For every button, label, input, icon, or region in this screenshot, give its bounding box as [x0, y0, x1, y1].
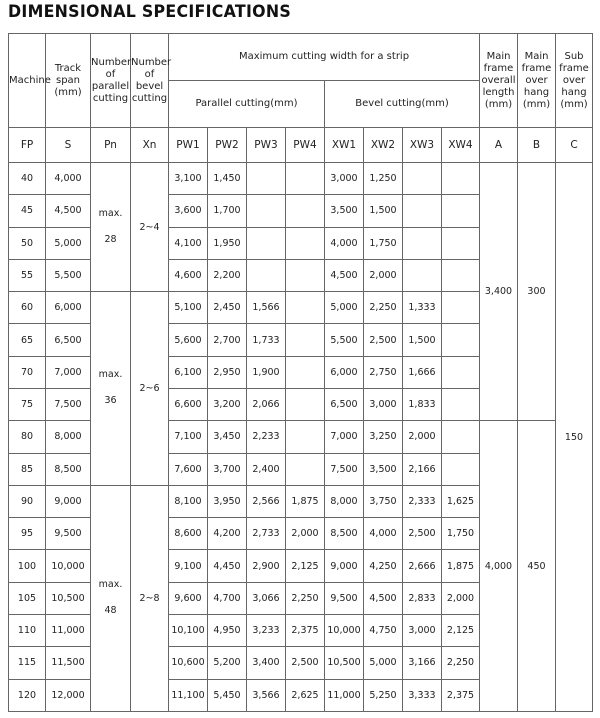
- parallel-width-cell: 1,700: [208, 195, 247, 227]
- machine-fp-cell: 105: [9, 582, 46, 614]
- parallel-width-cell: 2,000: [286, 518, 325, 550]
- parallel-width-cell: [247, 227, 286, 259]
- bevel-width-cell: 2,250: [442, 647, 480, 679]
- track-span-cell: 10,000: [46, 550, 91, 582]
- bevel-width-cell: [442, 388, 480, 420]
- bevel-width-cell: 2,166: [403, 453, 442, 485]
- header-bevel-cutting-count: Number of bevel cutting: [131, 34, 169, 128]
- parallel-width-cell: [286, 453, 325, 485]
- parallel-width-cell: 5,100: [169, 292, 208, 324]
- main-frame-length-cell: 3,400: [480, 163, 518, 421]
- parallel-width-cell: 2,125: [286, 550, 325, 582]
- parallel-width-cell: 1,733: [247, 324, 286, 356]
- track-span-cell: 6,000: [46, 292, 91, 324]
- code-cell: XW3: [403, 128, 442, 163]
- bevel-width-cell: 5,250: [364, 679, 403, 712]
- parallel-width-cell: 3,066: [247, 582, 286, 614]
- main-frame-length-cell: 4,000: [480, 421, 518, 712]
- track-span-cell: 8,000: [46, 421, 91, 453]
- sub-frame-overhang-cell: 150: [556, 163, 593, 712]
- parallel-width-cell: 7,600: [169, 453, 208, 485]
- bevel-width-cell: 7,000: [325, 421, 364, 453]
- bevel-width-cell: 1,500: [364, 195, 403, 227]
- bevel-count-cell: 2~4: [131, 163, 169, 292]
- code-cell: PW3: [247, 128, 286, 163]
- parallel-width-cell: 1,875: [286, 485, 325, 517]
- bevel-width-cell: 1,625: [442, 485, 480, 517]
- parallel-width-cell: 5,450: [208, 679, 247, 712]
- bevel-width-cell: 8,500: [325, 518, 364, 550]
- code-cell: PW2: [208, 128, 247, 163]
- parallel-width-cell: 3,100: [169, 163, 208, 195]
- bevel-width-cell: 1,250: [364, 163, 403, 195]
- bevel-width-cell: 4,500: [325, 259, 364, 291]
- parallel-width-cell: 2,066: [247, 388, 286, 420]
- code-cell: XW1: [325, 128, 364, 163]
- parallel-width-cell: 2,950: [208, 356, 247, 388]
- bevel-width-cell: 2,833: [403, 582, 442, 614]
- bevel-width-cell: [403, 227, 442, 259]
- code-cell: Xn: [131, 128, 169, 163]
- parallel-width-cell: 9,100: [169, 550, 208, 582]
- parallel-width-cell: 6,600: [169, 388, 208, 420]
- bevel-width-cell: 8,000: [325, 485, 364, 517]
- parallel-width-cell: [286, 163, 325, 195]
- track-span-cell: 9,500: [46, 518, 91, 550]
- machine-fp-cell: 45: [9, 195, 46, 227]
- bevel-width-cell: 1,833: [403, 388, 442, 420]
- parallel-width-cell: [247, 163, 286, 195]
- track-span-cell: 5,000: [46, 227, 91, 259]
- bevel-width-cell: 3,000: [325, 163, 364, 195]
- parallel-width-cell: 3,400: [247, 647, 286, 679]
- bevel-width-cell: 2,125: [442, 614, 480, 646]
- machine-fp-cell: 60: [9, 292, 46, 324]
- track-span-cell: 9,000: [46, 485, 91, 517]
- bevel-width-cell: 3,500: [364, 453, 403, 485]
- machine-fp-cell: 70: [9, 356, 46, 388]
- track-span-cell: 12,000: [46, 679, 91, 712]
- header-parallel-cutting-count: Number of parallel cutting: [91, 34, 131, 128]
- parallel-width-cell: 2,625: [286, 679, 325, 712]
- bevel-width-cell: 6,000: [325, 356, 364, 388]
- main-frame-overhang-cell: 300: [518, 163, 556, 421]
- track-span-cell: 5,500: [46, 259, 91, 291]
- bevel-width-cell: 2,000: [442, 582, 480, 614]
- machine-fp-cell: 50: [9, 227, 46, 259]
- parallel-width-cell: 3,233: [247, 614, 286, 646]
- bevel-width-cell: 2,000: [403, 421, 442, 453]
- header-parallel-cutting: Parallel cutting(mm): [169, 81, 325, 128]
- bevel-width-cell: [442, 453, 480, 485]
- bevel-width-cell: 1,750: [442, 518, 480, 550]
- parallel-width-cell: 6,100: [169, 356, 208, 388]
- parallel-width-cell: 8,100: [169, 485, 208, 517]
- bevel-width-cell: [442, 195, 480, 227]
- parallel-width-cell: 1,566: [247, 292, 286, 324]
- parallel-width-cell: [286, 421, 325, 453]
- parallel-width-cell: 11,100: [169, 679, 208, 712]
- bevel-width-cell: [442, 292, 480, 324]
- parallel-width-cell: 1,450: [208, 163, 247, 195]
- bevel-width-cell: 9,000: [325, 550, 364, 582]
- code-cell: C: [556, 128, 593, 163]
- code-cell: XW2: [364, 128, 403, 163]
- parallel-count-cell: max. 36: [91, 292, 131, 486]
- bevel-width-cell: 4,500: [364, 582, 403, 614]
- bevel-width-cell: 7,500: [325, 453, 364, 485]
- bevel-width-cell: 3,166: [403, 647, 442, 679]
- parallel-width-cell: 4,200: [208, 518, 247, 550]
- bevel-width-cell: 6,500: [325, 388, 364, 420]
- parallel-width-cell: 4,950: [208, 614, 247, 646]
- machine-fp-cell: 95: [9, 518, 46, 550]
- code-cell: FP: [9, 128, 46, 163]
- parallel-width-cell: 10,600: [169, 647, 208, 679]
- track-span-cell: 7,500: [46, 388, 91, 420]
- code-cell: PW4: [286, 128, 325, 163]
- bevel-width-cell: [442, 324, 480, 356]
- bevel-width-cell: 10,500: [325, 647, 364, 679]
- parallel-width-cell: 4,100: [169, 227, 208, 259]
- machine-fp-cell: 40: [9, 163, 46, 195]
- parallel-width-cell: 2,700: [208, 324, 247, 356]
- track-span-cell: 4,500: [46, 195, 91, 227]
- parallel-width-cell: [286, 388, 325, 420]
- page-title: DIMENSIONAL SPECIFICATIONS: [8, 2, 292, 22]
- bevel-width-cell: 2,250: [364, 292, 403, 324]
- bevel-width-cell: 5,500: [325, 324, 364, 356]
- bevel-width-cell: 1,875: [442, 550, 480, 582]
- parallel-width-cell: 9,600: [169, 582, 208, 614]
- bevel-width-cell: 3,750: [364, 485, 403, 517]
- machine-fp-cell: 75: [9, 388, 46, 420]
- bevel-width-cell: 3,500: [325, 195, 364, 227]
- parallel-width-cell: 8,600: [169, 518, 208, 550]
- machine-fp-cell: 65: [9, 324, 46, 356]
- bevel-width-cell: [442, 227, 480, 259]
- bevel-width-cell: 2,500: [403, 518, 442, 550]
- parallel-width-cell: 3,566: [247, 679, 286, 712]
- bevel-width-cell: 1,500: [403, 324, 442, 356]
- track-span-cell: 7,000: [46, 356, 91, 388]
- track-span-cell: 11,500: [46, 647, 91, 679]
- parallel-count-cell: max. 48: [91, 485, 131, 711]
- parallel-width-cell: 3,450: [208, 421, 247, 453]
- parallel-width-cell: 2,200: [208, 259, 247, 291]
- parallel-width-cell: 5,600: [169, 324, 208, 356]
- bevel-width-cell: [442, 163, 480, 195]
- bevel-width-cell: [442, 421, 480, 453]
- track-span-cell: 10,500: [46, 582, 91, 614]
- parallel-width-cell: [247, 259, 286, 291]
- bevel-width-cell: 4,000: [364, 518, 403, 550]
- parallel-width-cell: [286, 259, 325, 291]
- bevel-width-cell: 3,000: [403, 614, 442, 646]
- parallel-width-cell: 2,733: [247, 518, 286, 550]
- parallel-width-cell: [286, 227, 325, 259]
- parallel-width-cell: 4,600: [169, 259, 208, 291]
- parallel-width-cell: 2,375: [286, 614, 325, 646]
- parallel-width-cell: 2,233: [247, 421, 286, 453]
- parallel-width-cell: 3,600: [169, 195, 208, 227]
- code-cell: Pn: [91, 128, 131, 163]
- code-cell: B: [518, 128, 556, 163]
- machine-fp-cell: 90: [9, 485, 46, 517]
- bevel-width-cell: 10,000: [325, 614, 364, 646]
- bevel-width-cell: 9,500: [325, 582, 364, 614]
- code-cell: PW1: [169, 128, 208, 163]
- bevel-count-cell: 2~6: [131, 292, 169, 486]
- header-track-span: Track span (mm): [46, 34, 91, 128]
- parallel-width-cell: [247, 195, 286, 227]
- parallel-width-cell: 5,200: [208, 647, 247, 679]
- bevel-width-cell: [442, 259, 480, 291]
- parallel-width-cell: 10,100: [169, 614, 208, 646]
- parallel-width-cell: [286, 356, 325, 388]
- bevel-width-cell: 3,000: [364, 388, 403, 420]
- header-bevel-cutting: Bevel cutting(mm): [325, 81, 480, 128]
- bevel-width-cell: [403, 195, 442, 227]
- parallel-width-cell: 3,200: [208, 388, 247, 420]
- table-row: [9, 163, 593, 195]
- parallel-width-cell: 7,100: [169, 421, 208, 453]
- bevel-width-cell: 2,750: [364, 356, 403, 388]
- machine-fp-cell: 100: [9, 550, 46, 582]
- machine-fp-cell: 55: [9, 259, 46, 291]
- parallel-width-cell: 3,950: [208, 485, 247, 517]
- bevel-width-cell: 2,666: [403, 550, 442, 582]
- bevel-width-cell: 2,500: [364, 324, 403, 356]
- bevel-width-cell: [403, 163, 442, 195]
- bevel-width-cell: 1,750: [364, 227, 403, 259]
- bevel-width-cell: [442, 356, 480, 388]
- bevel-width-cell: [403, 259, 442, 291]
- track-span-cell: 6,500: [46, 324, 91, 356]
- parallel-count-cell: max. 28: [91, 163, 131, 292]
- track-span-cell: 11,000: [46, 614, 91, 646]
- parallel-width-cell: 1,900: [247, 356, 286, 388]
- parallel-width-cell: [286, 292, 325, 324]
- bevel-width-cell: 4,750: [364, 614, 403, 646]
- parallel-width-cell: [286, 195, 325, 227]
- bevel-width-cell: 2,333: [403, 485, 442, 517]
- bevel-width-cell: 5,000: [325, 292, 364, 324]
- bevel-width-cell: 4,000: [325, 227, 364, 259]
- parallel-width-cell: [286, 324, 325, 356]
- header-main-frame-overhang: Main frame over hang (mm): [518, 34, 556, 128]
- code-cell: A: [480, 128, 518, 163]
- bevel-width-cell: 5,000: [364, 647, 403, 679]
- machine-fp-cell: 110: [9, 614, 46, 646]
- header-max-cutting-width: Maximum cutting width for a strip: [169, 34, 480, 81]
- track-span-cell: 8,500: [46, 453, 91, 485]
- parallel-width-cell: 2,450: [208, 292, 247, 324]
- track-span-cell: 4,000: [46, 163, 91, 195]
- header-machine: Machine: [9, 34, 46, 128]
- parallel-width-cell: 2,900: [247, 550, 286, 582]
- bevel-width-cell: 2,375: [442, 679, 480, 712]
- machine-fp-cell: 120: [9, 679, 46, 712]
- main-frame-overhang-cell: 450: [518, 421, 556, 712]
- code-cell: XW4: [442, 128, 480, 163]
- parallel-width-cell: 1,950: [208, 227, 247, 259]
- parallel-width-cell: 2,250: [286, 582, 325, 614]
- machine-fp-cell: 80: [9, 421, 46, 453]
- parallel-width-cell: 2,400: [247, 453, 286, 485]
- parallel-width-cell: 2,566: [247, 485, 286, 517]
- machine-fp-cell: 85: [9, 453, 46, 485]
- header-main-frame-length: Main frame overall length (mm): [480, 34, 518, 128]
- bevel-width-cell: 3,250: [364, 421, 403, 453]
- bevel-width-cell: 4,250: [364, 550, 403, 582]
- header-sub-frame-overhang: Sub frame over hang (mm): [556, 34, 593, 128]
- bevel-width-cell: 3,333: [403, 679, 442, 712]
- bevel-count-cell: 2~8: [131, 485, 169, 711]
- parallel-width-cell: 4,700: [208, 582, 247, 614]
- dimensional-spec-table: [8, 33, 593, 712]
- code-row: [9, 128, 593, 163]
- bevel-width-cell: 11,000: [325, 679, 364, 712]
- bevel-width-cell: 2,000: [364, 259, 403, 291]
- bevel-width-cell: 1,666: [403, 356, 442, 388]
- spec-body: [9, 163, 593, 712]
- parallel-width-cell: 3,700: [208, 453, 247, 485]
- parallel-width-cell: 4,450: [208, 550, 247, 582]
- code-cell: S: [46, 128, 91, 163]
- bevel-width-cell: 1,333: [403, 292, 442, 324]
- machine-fp-cell: 115: [9, 647, 46, 679]
- parallel-width-cell: 2,500: [286, 647, 325, 679]
